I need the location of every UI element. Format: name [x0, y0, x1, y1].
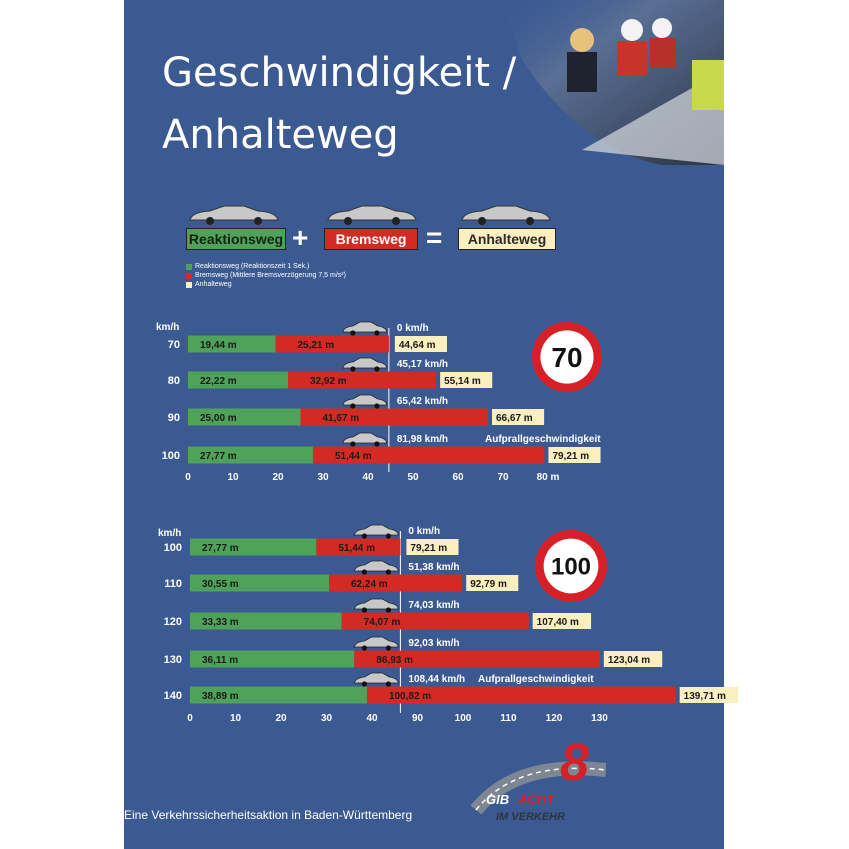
speed-limit-sign-number: 100 [550, 553, 592, 581]
footer-text: Eine Verkehrssicherheitsaktion in Baden-Württemberg [124, 808, 413, 822]
x-tick-label: 110 [500, 713, 517, 724]
speed-category-label: 100 [163, 542, 182, 554]
speed-category-label: 140 [163, 690, 182, 702]
x-tick-label: 10 [229, 713, 242, 724]
braking-value-label: 41,67 m [322, 413, 360, 424]
reaction-value-label: 19,44 m [200, 340, 237, 351]
stopping-value-label: 107,40 m [536, 617, 579, 628]
logo-gib: GIB [486, 792, 510, 807]
braking-value-label: 25,21 m [297, 340, 335, 351]
legend-label: Reaktionsweg (Reaktionszeit 1 Sek.) [195, 263, 310, 270]
gib-acht-logo [456, 740, 606, 830]
car-icon [343, 433, 387, 447]
car-icon [343, 395, 387, 409]
x-tick-label: 100 [454, 713, 472, 724]
impact-speed-label: 65,42 km/h [396, 396, 449, 407]
y-axis-label: km/h [158, 528, 182, 539]
car-icon [343, 358, 387, 372]
impact-speed-label: 108,44 km/h [408, 674, 466, 685]
x-tick-label: 80 m [536, 472, 560, 483]
reaction-value-label: 27,77 m [202, 543, 239, 554]
speed-category-label: 110 [164, 578, 182, 590]
reaction-value-label: 25,00 m [200, 413, 237, 424]
plus-sign: + [292, 222, 309, 253]
impact-speed-caption: Aufprallgeschwindigkeit [485, 434, 601, 445]
braking-bar [329, 575, 462, 592]
braking-value-label: 74,07 m [363, 617, 401, 628]
x-tick-label: 0 [185, 472, 191, 483]
impact-speed-label: 92,03 km/h [408, 638, 460, 649]
logo-numeral: 8 [560, 740, 589, 792]
car-icon [354, 599, 398, 613]
speed-category-label: 90 [167, 412, 180, 424]
reaction-value-label: 22,22 m [200, 376, 237, 387]
braking-value-label: 100,82 m [388, 691, 432, 702]
braking-value-label: 62,24 m [351, 579, 388, 590]
x-tick-label: 20 [272, 472, 284, 483]
reaction-value-label: 27,77 m [200, 451, 237, 462]
stopping-value-label: 55,14 m [444, 376, 481, 387]
stopping-value-label: 79,21 m [552, 451, 590, 462]
x-tick-label: 0 [187, 713, 193, 724]
x-tick-label: 120 [545, 713, 563, 724]
speed-category-label: 130 [163, 654, 182, 666]
impact-speed-label: 51,38 km/h [408, 562, 460, 573]
x-tick-label: 10 [227, 472, 239, 483]
stopping-value-label: 79,21 m [410, 543, 448, 554]
x-tick-label: 70 [497, 472, 509, 483]
stopping-value-label: 44,64 m [398, 340, 436, 351]
impact-speed-label: 81,98 km/h [396, 434, 449, 445]
x-tick-label: 20 [275, 713, 287, 724]
reaction-distance-label: Reaktionsweg [186, 228, 286, 250]
speed-category-label: 100 [161, 450, 180, 462]
x-tick-label: 90 [411, 713, 424, 724]
x-tick-label: 30 [320, 713, 333, 724]
x-tick-label: 130 [591, 713, 608, 724]
impact-speed-caption: Aufprallgeschwindigkeit [478, 674, 594, 685]
braking-value-label: 86,93 m [376, 655, 414, 666]
braking-value-label: 32,92 m [309, 376, 347, 387]
stopping-value-label: 66,67 m [496, 413, 533, 424]
car-icon [343, 322, 387, 336]
page-title-line-1: Geschwindigkeit / [162, 50, 517, 96]
impact-speed-label: 45,17 km/h [396, 359, 449, 370]
impact-speed-label: 0 km/h [408, 526, 441, 537]
speed-category-label: 70 [167, 339, 180, 351]
stopping-distance-label: Anhalteweg [458, 228, 556, 250]
x-tick-label: 50 [407, 472, 419, 483]
braking-distance-label: Bremsweg [324, 228, 418, 250]
stopping-value-label: 123,04 m [607, 655, 651, 666]
car-icon [354, 673, 398, 687]
stopping-value-label: 139,71 m [683, 691, 726, 702]
reaction-value-label: 30,55 m [202, 579, 239, 590]
x-tick-label: 40 [362, 472, 374, 483]
legend-label: Anhalteweg [195, 281, 232, 288]
car-icon [354, 561, 398, 575]
stopping-value-label: 92,79 m [470, 579, 507, 590]
logo-im-verkehr: IM VERKEHR [496, 811, 566, 823]
car-icon [354, 637, 398, 651]
impact-speed-label: 74,03 km/h [408, 600, 460, 611]
x-tick-label: 30 [317, 472, 329, 483]
car-icon [354, 525, 398, 539]
legend-label: Bremsweg (Mittlere Bremsverzögerung 7,5 m/s²) [195, 272, 346, 279]
equals-sign: = [426, 222, 443, 253]
impact-speed-label: 0 km/h [396, 323, 429, 334]
braking-value-label: 51,44 m [334, 451, 372, 462]
reaction-value-label: 33,33 m [202, 617, 239, 628]
x-tick-label: 40 [366, 713, 378, 724]
speed-limit-sign-number: 70 [551, 342, 583, 374]
speed-category-label: 120 [163, 616, 182, 628]
reaction-value-label: 38,89 m [202, 691, 239, 702]
braking-value-label: 51,44 m [338, 543, 376, 554]
x-tick-label: 60 [452, 472, 464, 483]
speed-category-label: 80 [167, 375, 180, 387]
reaction-value-label: 36,11 m [202, 655, 239, 666]
page-title-line-2: Anhalteweg [162, 112, 399, 158]
logo-acht: ACHT [518, 792, 555, 807]
y-axis-label: km/h [156, 322, 180, 333]
